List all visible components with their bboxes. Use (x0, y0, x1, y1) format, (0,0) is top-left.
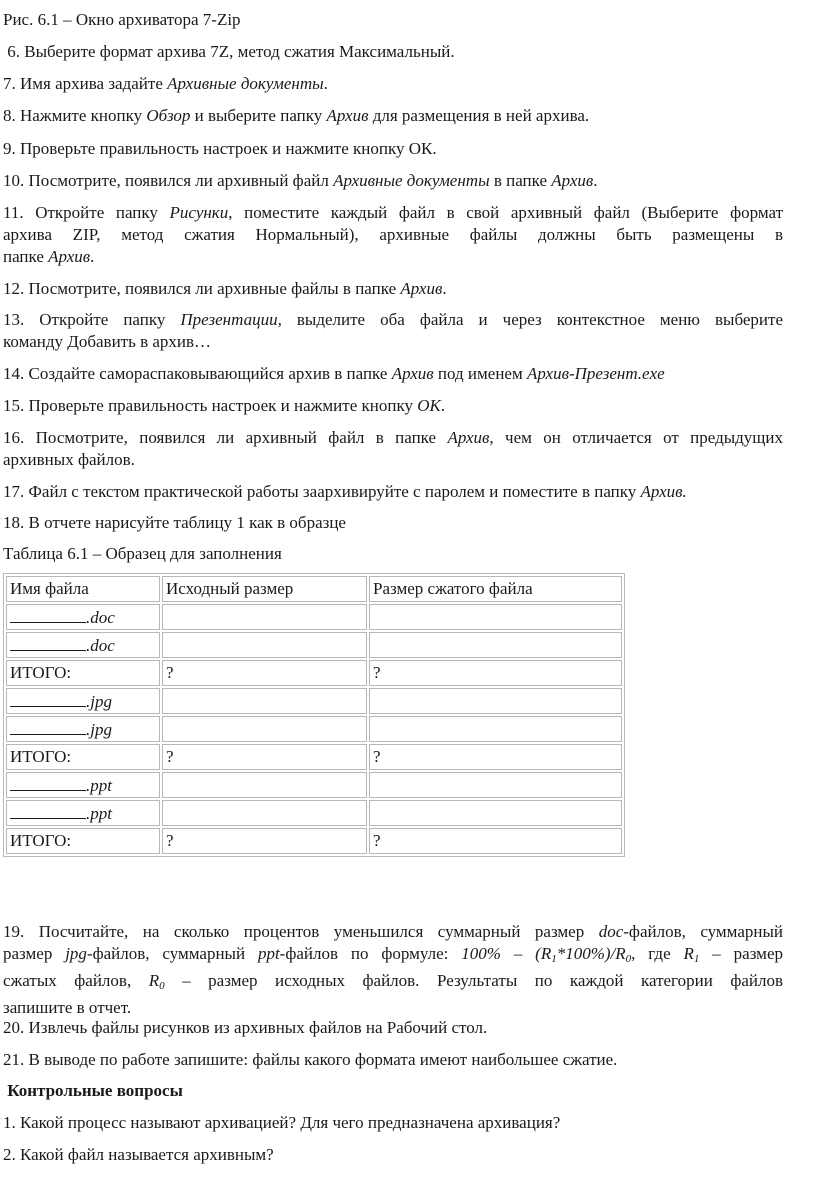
step-10: 10. Посмотрите, появился ли архивный файл Архивные документы в папке Архив. (3, 171, 598, 190)
step-6: 6. Выберите формат архива 7Z, метод сжатия Максимальный. (7, 42, 455, 61)
step-8: 8. Нажмите кнопку Обзор и выберите папку Архив для размещения в ней архива. (3, 106, 590, 125)
cell-total-label: ИТОГО: (6, 744, 160, 770)
step-17: 17. Файл с текстом практической работы заархивируйте с паролем и поместите в папку Архив. (3, 482, 687, 501)
table-row (6, 800, 622, 826)
step-7: 7. Имя архива задайте Архивные документы. (3, 74, 328, 93)
cell-compressed-size: ? (369, 828, 622, 854)
cell-compressed-size (369, 716, 622, 742)
cell-file-name: .jpg (6, 716, 160, 742)
cell-original-size (162, 604, 367, 630)
cell-original-size: ? (162, 828, 367, 854)
step-14: 14. Создайте самораспаковывающийся архив в папке Архив под именем Архив-Презент.exe (3, 364, 665, 383)
cell-original-size: ? (162, 744, 367, 770)
table-row (6, 688, 622, 714)
cell-original-size (162, 800, 367, 826)
step-16: 16. Посмотрите, появился ли архивный файл в папке Архив, чем он отличается от предыдущих архивных файлов. (3, 428, 783, 469)
table-total-row (6, 828, 622, 854)
header-file-name: Имя файла (6, 576, 160, 602)
blank-line (10, 607, 86, 623)
cell-original-size (162, 716, 367, 742)
step-11: 11. Откройте папку Рисунки, поместите каждый файл в свой архивный файл (Выберите формат архива ZIP, метод сжатия Нормальный), архивные файлы должны быть размещены в папке Архив. (3, 203, 784, 266)
cell-compressed-size: ? (369, 744, 622, 770)
step-19: 19. Посчитайте, на сколько процентов уменьшился суммарный размер doc-файлов, суммарный размер jpg-файлов, суммарный ppt-файлов по формуле: $100\% - (R_1*100\%)/R_0$, где $R_1$ – размер сжатых файлов, $R_0$ – размер исходных файлов. Результаты по каждой категории файлов запишите в отчет. (3, 922, 783, 1017)
blank-line (10, 635, 86, 651)
step-13: 13. Откройте папку Презентации, выделите оба файла и через контекстное меню выберите команду Добавить в архив… (3, 310, 784, 351)
header-original-size: Исходный размер (162, 576, 367, 602)
sample-table (3, 573, 625, 857)
cell-file-name: .doc (6, 632, 160, 658)
cell-total-label: ИТОГО: (6, 660, 160, 686)
cell-file-name: .doc (6, 604, 160, 630)
cell-file-name: .jpg (6, 688, 160, 714)
blank-line (10, 691, 86, 707)
step-12: 12. Посмотрите, появился ли архивные файлы в папке Архив. (3, 279, 447, 298)
cell-original-size (162, 632, 367, 658)
table-row (6, 604, 622, 630)
cell-compressed-size (369, 688, 622, 714)
cell-original-size: ? (162, 660, 367, 686)
step-21: 21. В выводе по работе запишите: файлы какого формата имеют наибольшее сжатие. (3, 1050, 618, 1069)
header-compressed-size: Размер сжатого файла (369, 576, 622, 602)
table-total-row (6, 744, 622, 770)
cell-compressed-size (369, 632, 622, 658)
step-20: 20. Извлечь файлы рисунков из архивных файлов на Рабочий стол. (3, 1018, 488, 1037)
cell-file-name: .ppt (6, 772, 160, 798)
table-row (6, 632, 622, 658)
cell-compressed-size (369, 800, 622, 826)
blank-line (10, 775, 86, 791)
table-caption: Таблица 6.1 – Образец для заполнения (3, 544, 282, 563)
table-row (6, 716, 622, 742)
cell-original-size (162, 688, 367, 714)
table-row (6, 772, 622, 798)
questions-title: Контрольные вопросы (7, 1081, 183, 1100)
cell-original-size (162, 772, 367, 798)
cell-total-label: ИТОГО: (6, 828, 160, 854)
step-15: 15. Проверьте правильность настроек и нажмите кнопку ОК. (3, 396, 446, 415)
cell-file-name: .ppt (6, 800, 160, 826)
figure-caption: Рис. 6.1 – Окно архиватора 7-Zip (3, 10, 241, 29)
question-2: 2. Какой файл называется архивным? (3, 1145, 274, 1164)
table-header-row (6, 576, 622, 602)
blank-line (10, 803, 86, 819)
step-9: 9. Проверьте правильность настроек и нажмите кнопку ОК. (3, 139, 437, 158)
blank-line (10, 719, 86, 735)
cell-compressed-size (369, 604, 622, 630)
question-1: 1. Какой процесс называют архивацией? Для чего предназначена архивация? (3, 1113, 561, 1132)
cell-compressed-size: ? (369, 660, 622, 686)
cell-compressed-size (369, 772, 622, 798)
step-18: 18. В отчете нарисуйте таблицу 1 как в образце (3, 513, 346, 532)
table-total-row (6, 660, 622, 686)
